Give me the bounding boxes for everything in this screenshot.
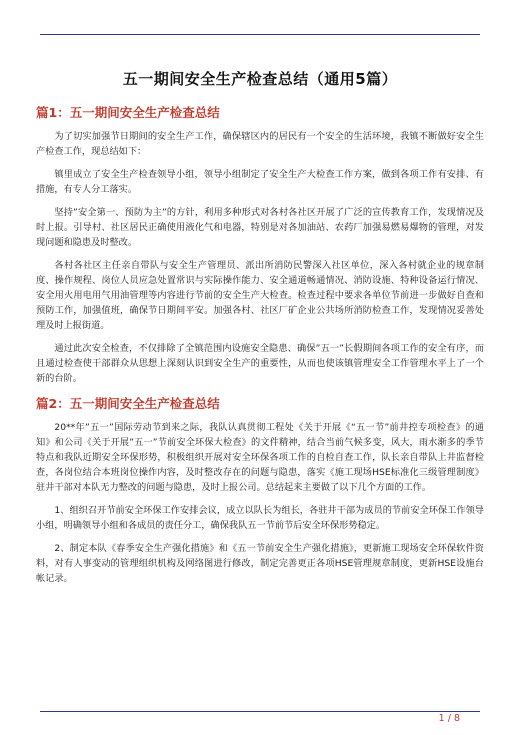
header-rule bbox=[40, 34, 480, 35]
document-title: 五一期间安全生产检查总结（通用5篇） bbox=[122, 70, 398, 88]
paragraph: 2、制定本队《春季安全生产强化措施》和《五一节前安全生产强化措施》，更新施工现场安全环保软件资料，对有人事变动的管理组织机构及网络图进行修改，制定完善更正各项HSE管理规章制度，更新HSE设施台帐记录。 bbox=[36, 543, 484, 584]
paragraph: 通过此次安全检查，不仅排除了全镇范围内设施安全隐患、确保”五一”长假期间各项工作的安全有序，而且通过检查使干部群众从思想上深刻认识到安全生产的重要性，从而也使该镇管理安全工作管理水平上了一个新的台阶。 bbox=[36, 343, 484, 384]
paragraph: 镇里成立了安全生产检查领导小组，领导小组制定了安全生产大检查工作方案，做到各项工作有安排、有措施，有专人分工落实。 bbox=[36, 169, 484, 195]
section-header: 篇1：五一期间安全生产检查总结 bbox=[36, 105, 220, 120]
section-1 bbox=[36, 103, 484, 386]
paragraph: 1、组织召开节前安全环保工作安排会议，成立以队长为组长，各驻井干部为成员的节前安全环保工作领导小组，明确领导小组和各成员的责任分工，确保我队五一节前节后安全环保形势稳定。 bbox=[36, 505, 484, 531]
section-header: 篇2：五一期间安全生产检查总结 bbox=[36, 396, 220, 411]
section-2 bbox=[36, 394, 484, 586]
page-number: 1 / 8 bbox=[438, 713, 460, 724]
paragraph: 20**年”五一”国际劳动节到来之际，我队认真贯彻工程处《关于开展《“五一节”前井控专项检查》的通知》和公司《关于开展”五一”节前安全环保大检查》的文件精神，结合当前气候多变，风大，雨水渐多的季节特点和我队近期安全环保形势，积极组织开展对安全环保各项工作的自检自查工作，队长亲自带队上井监督检查，各岗位结合本班岗位操作内容，及时整改存在的问题与隐患，落实《施工现场HSE标准化三级管理制度》驻井干部对本队无力整改的问题与隐患，及时上报公司。总结起来主要做了以下几个方面的工作。 bbox=[36, 422, 484, 493]
paragraph: 为了切实加强节日期间的安全生产工作，确保辖区内的居民有一个安全的生活环境，我镇不断做好安全生产检查工作，现总结如下： bbox=[36, 131, 484, 157]
paragraph: 各村各社区主任亲自带队与安全生产管理员、派出所消防民警深入社区单位，深入各村就企业的规章制度、操作规程、岗位人员应急处置常识与实际操作能力、安全通道畅通情况、消防设施、特种设备运行情况、安全用火用电用气用油管理等内容进行节前的安全生产大检查。检查过程中要求各单位节前进一步做好自查和预防工作，加强值班，确保节日期间平安。加强各村、社区厂矿企业公共场所消防检查工作，发现情况妥善处理及时上报街道。 bbox=[36, 260, 484, 331]
paragraph: 坚持”安全第一、预防为主”的方针，利用多种形式对各村各社区开展了广泛的宣传教育工作，发现情况及时上报。引导村、社区居民正确使用液化气和电器，特别是对各加油站、农药厂加强易燃易爆物的管理，对发现问题和隐患及时整改。 bbox=[36, 207, 484, 248]
footer-rule bbox=[40, 711, 480, 712]
document-body bbox=[36, 58, 484, 594]
